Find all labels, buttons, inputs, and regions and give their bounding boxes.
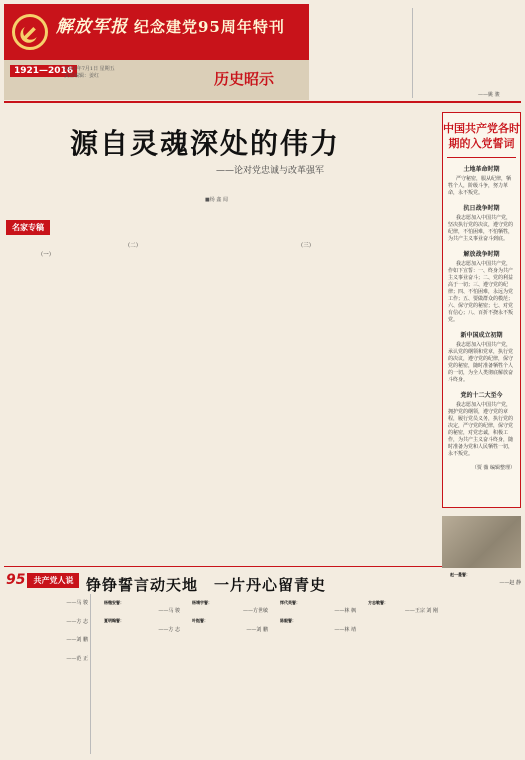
column-divider	[90, 594, 91, 754]
slogan-column-label	[6, 572, 79, 588]
sidebar-signature: （贾 薇 编辑整理）	[471, 465, 515, 471]
issue-editor: 责任编辑：姜红	[64, 73, 100, 79]
signature: ——方 志	[158, 626, 180, 633]
top-right-text-col2	[416, 6, 520, 98]
sidebar-section-text: 我志愿加入中国共产党，坚决执行党的决议，遵守党的纪律，不怕困难，不怕牺牲，为共产主义事业奋斗到底。	[448, 215, 514, 242]
oath-sidebar	[442, 112, 521, 508]
newspaper-name: 解放军报	[56, 17, 128, 37]
95-emblem: 95	[6, 572, 26, 588]
entry-name: 方志敏誓：	[368, 600, 388, 605]
oath-entry	[442, 572, 521, 577]
years-badge: 1921—2016	[10, 65, 77, 77]
sidebar-section-text: 我志愿加入中国共产党，承认党的纲领和党章，执行党的决议，遵守党的纪律，保守党的秘密，随时准备牺牲个人的一切，为全人类彻底解放奋斗终身。	[448, 342, 514, 383]
column-divider	[412, 8, 413, 98]
body-text	[6, 240, 86, 245]
expert-column-label	[6, 220, 50, 235]
historic-photo	[442, 516, 521, 568]
lower-headline: 铮铮誓言动天地 一片丹心留青史	[86, 576, 327, 594]
signature: ——林 枫	[334, 608, 356, 615]
body-text	[92, 206, 174, 211]
issue-date: 2016年7月1日 星期五	[64, 66, 115, 72]
signature: ——方 志	[66, 618, 88, 625]
signature: ——王宗 刘 刚	[404, 608, 438, 615]
part-heading: （二）	[124, 243, 142, 250]
lower-column-1	[96, 600, 180, 756]
entry-name: 陈毅誓：	[280, 618, 296, 624]
oath-entry	[184, 600, 268, 605]
masthead-title	[56, 12, 285, 37]
signature: ——林 靖	[334, 626, 356, 633]
oath-entry	[272, 600, 356, 605]
signature: ——刘 鹏	[246, 626, 268, 633]
sidebar-section-heading: 土地革命时期	[463, 166, 500, 173]
lower-column-4	[360, 600, 438, 756]
lower-column-3	[272, 600, 356, 756]
sidebar-section-text: 严守秘密，服从纪律，牺牲个人，阶级斗争，努力革命，永不叛党。	[448, 176, 512, 196]
oath-entry	[96, 618, 180, 623]
special-issue-title: 纪念建党95周年特刊	[134, 18, 285, 36]
signature: ——范 正	[66, 655, 88, 662]
body-text	[6, 647, 88, 652]
signature: ——马 骏	[66, 600, 88, 607]
body-text	[264, 254, 348, 259]
lower-right-column	[442, 572, 521, 756]
article-column-3	[178, 206, 260, 562]
body-text	[352, 206, 436, 211]
entry-name: 恽代英誓：	[280, 600, 300, 605]
sidebar-rule	[447, 157, 516, 158]
entry-name: 叶挺誓：	[192, 618, 208, 624]
article-title: 源自灵魂深处的伟力	[70, 127, 341, 160]
party-emblem-icon	[12, 14, 48, 50]
article-column-1	[6, 240, 86, 562]
body-text	[6, 263, 86, 268]
top-right-text-col1	[314, 6, 410, 98]
entry-name: 杨匏安誓：	[104, 600, 124, 605]
signature: ——方世敏	[242, 608, 268, 615]
body-text	[178, 206, 260, 211]
oath-entry	[96, 600, 180, 605]
body-text	[6, 610, 88, 615]
oath-entry	[360, 600, 438, 605]
lower-left-column	[6, 592, 88, 756]
sidebar-section-text: 我志愿加入中国共产党，拥护党的纲领，遵守党的章程，履行党员义务，执行党的决定，严守党的纪律，保守党的秘密，对党忠诚，积极工作，为共产主义奋斗终身，随时准备为党和人民牺牲一切，永不叛党。	[448, 402, 514, 457]
body-text	[92, 254, 174, 259]
body-text	[6, 592, 88, 597]
sidebar-section-text: 我志愿加入中国共产党，作如下宣誓：一、终身为共产主义事业奋斗；二、党的利益高于一切；三、遵守党的纪律；四、不怕困难，永远为党工作；五、要做群众的模范；六、保守党的秘密；七、对党有信心；八、百折不挠永不叛党。	[448, 261, 514, 323]
article-subtitle: ——论对党忠诚与改革强军	[216, 166, 325, 176]
entry-name: 赵一曼誓：	[450, 572, 470, 577]
lower-column-2	[184, 600, 268, 756]
article-byline: ■杨 鑫 闻	[205, 197, 228, 203]
expert-label-text: 名家专稿	[6, 220, 50, 235]
sidebar-section-heading: 抗日战争时期	[463, 205, 500, 212]
body-text	[6, 629, 88, 634]
issue-info	[64, 66, 115, 80]
masthead-banner	[4, 4, 309, 100]
body-text	[314, 6, 410, 11]
article-column-5	[352, 206, 436, 562]
entry-name: 夏明翰誓：	[104, 618, 124, 624]
entry-name: 杨靖宇誓：	[192, 600, 212, 605]
slogan-label-text: 共产党人说	[27, 573, 79, 588]
part-heading: （一）	[37, 252, 55, 259]
sidebar-section-heading: 解放战争时期	[463, 251, 500, 258]
body-text	[264, 206, 348, 211]
signature: ——马 骏	[158, 608, 180, 615]
body-text	[416, 6, 520, 11]
article-column-2	[92, 206, 174, 562]
signature: ——赵 静	[499, 580, 521, 587]
sidebar-title: 中国共产党各时期的入党誓词	[443, 122, 520, 150]
oath-entry	[184, 618, 268, 623]
oath-entry	[272, 618, 356, 623]
article-column-4	[264, 206, 348, 562]
top-right-author: ——姚 骏	[478, 92, 500, 98]
section-title: 历史昭示	[214, 70, 275, 88]
signature: ——刘 鹏	[66, 637, 88, 644]
sidebar-section-heading: 新中国成立初期	[460, 332, 503, 339]
sidebar-section-heading: 党的十二大至今	[460, 392, 503, 399]
header-rule	[4, 101, 521, 103]
part-heading: （三）	[297, 243, 315, 250]
